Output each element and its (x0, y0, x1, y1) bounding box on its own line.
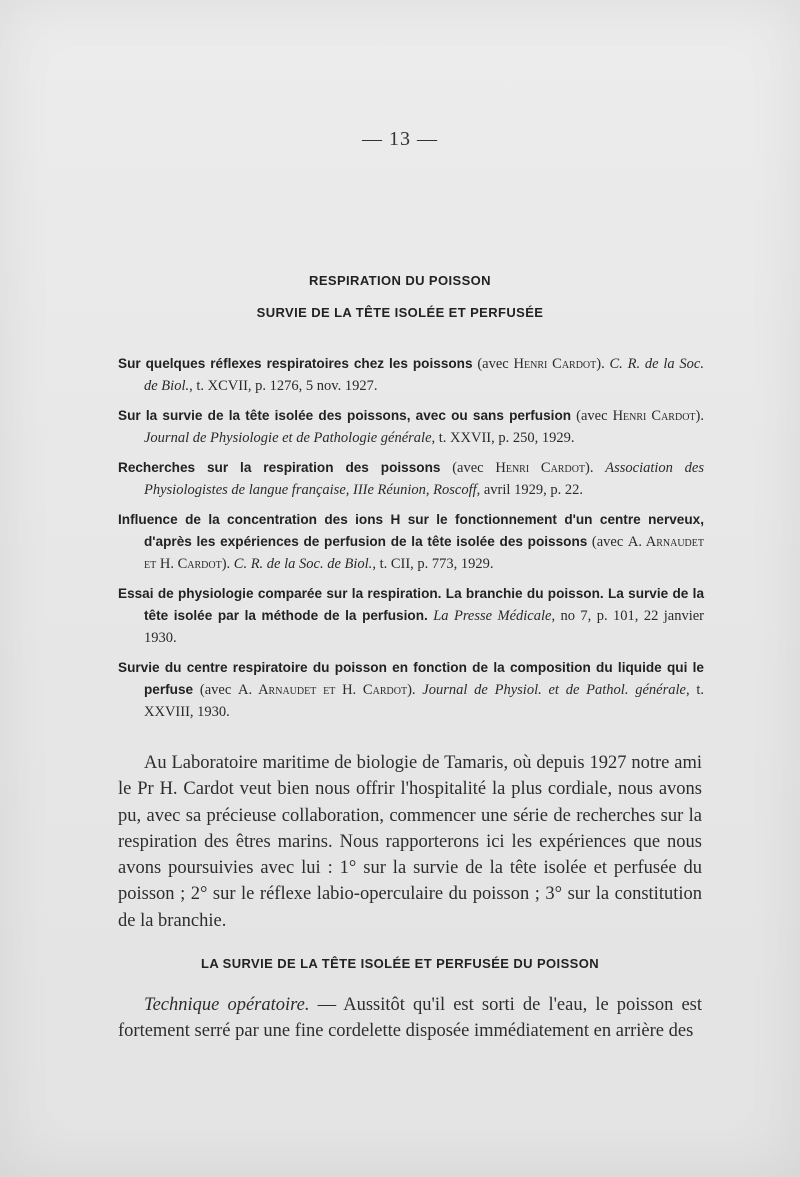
reference-text: (avec (193, 682, 239, 698)
reference-author: A. Arnaudet et H. Cardot (238, 682, 408, 698)
reference-title: Recherches sur la respiration des poissons (118, 460, 441, 475)
reference-details: , no 7, p. 101, 22 janvier 1930. (144, 608, 704, 646)
reference-author: A. Arnaudet et H. Cardot (144, 534, 704, 572)
reference-journal: La Presse Médicale (433, 608, 552, 624)
reference-author: Henri Cardot (513, 356, 597, 372)
reference-text: (avec (440, 460, 496, 476)
reference-item (118, 583, 704, 649)
sub-heading: SURVIE DE LA TÊTE ISOLÉE ET PERFUSÉE (256, 305, 544, 320)
reference-author: Henri Cardot (612, 408, 696, 424)
technique-paragraph (118, 992, 702, 1045)
reference-item (118, 405, 704, 449)
reference-journal: C. R. de la Soc. de Biol. (233, 556, 373, 572)
technique-text: — Aussitôt qu'il est sorti de l'eau, le poisson est fortement serré par une fine cordelette disposée immédiatement en arrière des (118, 995, 702, 1042)
reference-details: , t. CII, p. 773, 1929. (372, 556, 494, 572)
body-paragraph: Au Laboratoire maritime de biologie de Tamaris, où depuis 1927 notre ami le Pr H. Cardot veut bien nous offrir l'hospitalité la plus cordiale, nous avons pu, avec sa précieuse collaboration, commencer une série de recherches sur la respiration des êtres marins. Nous rapporterons ici les expériences que nous avons poursuivies avec lui : 1° sur la survie de la tête isolée et perfusée du poisson ; 2° sur le réflexe labio-operculaire du poisson ; 3° sur la constitution de la branchie. (118, 753, 702, 931)
reference-title: Influence de la concentration des ions H sur le fonctionnement d'un centre nerveux, d'après les expériences de perfusion de la tête isolée des poissons (118, 512, 704, 549)
reference-text: ). (585, 460, 606, 476)
reference-journal: Journal de Physiol. et de Pathol. générale (422, 682, 686, 698)
reference-item (118, 509, 704, 575)
reference-journal: Journal de Physiologie et de Pathologie générale (144, 430, 432, 446)
reference-title: Sur quelques réflexes respiratoires chez les poissons (118, 356, 473, 371)
technique-lead: Technique opératoire. (144, 995, 310, 1015)
main-heading: RESPIRATION DU POISSON (309, 273, 491, 288)
reference-text: ). (596, 356, 610, 372)
reference-details: , t. XXVII, p. 250, 1929. (431, 430, 575, 446)
reference-title: Survie du centre respiratoire du poisson en fonction de la composition du liquide qui le perfuse (118, 660, 704, 697)
reference-item (118, 657, 704, 723)
page-number: — 13 — (362, 128, 438, 150)
reference-text: ). (221, 556, 234, 572)
reference-journal: C. R. de la Soc. de Biol. (144, 356, 704, 394)
reference-text: ). (407, 682, 423, 698)
reference-author: Henri Cardot (495, 460, 586, 476)
reference-text: (avec (587, 534, 628, 550)
reference-item (118, 353, 704, 397)
reference-text: (avec (472, 356, 514, 372)
reference-details: , avril 1929, p. 22. (476, 482, 583, 498)
reference-details: , t. XCVII, p. 1276, 5 nov. 1927. (189, 378, 378, 394)
reference-title: Sur la survie de la tête isolée des poissons, avec ou sans perfusion (118, 408, 572, 423)
reference-list (118, 353, 704, 731)
reference-item (118, 457, 704, 501)
section-heading: LA SURVIE DE LA TÊTE ISOLÉE ET PERFUSÉE DU POISSON (200, 956, 600, 971)
reference-journal: Association des Physiologistes de langue française, IIIe Réunion, Roscoff (144, 460, 704, 498)
reference-text: (avec (571, 408, 613, 424)
reference-title: Essai de physiologie comparée sur la respiration. La branchie du poisson. La survie de la tête isolée par la méthode de la perfusion. (118, 586, 704, 623)
reference-text: ). (695, 408, 705, 424)
reference-details: , t. XXVIII, 1930. (144, 682, 704, 720)
